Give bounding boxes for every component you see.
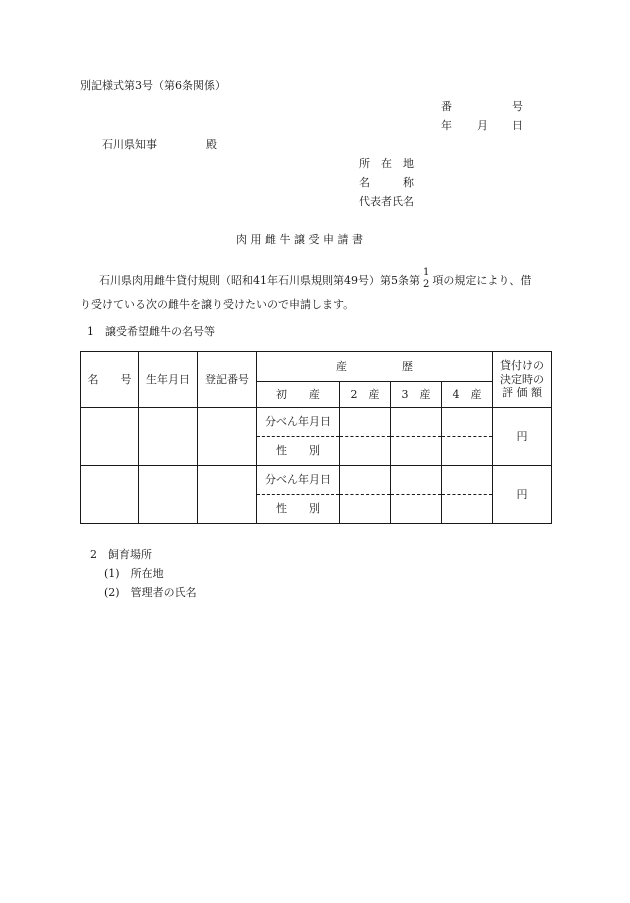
fraction-denominator: 2 [423,279,430,290]
cell-third-sex[interactable] [442,437,493,466]
addressee-name: 石川県知事 [102,138,157,151]
subheader-third: 3 産 [391,382,442,408]
cell-second-sex[interactable] [391,495,442,524]
row-label-sex: 性 別 [257,495,340,524]
cell-first-sex[interactable] [340,437,391,466]
applicant-address-label: 所 在 地 [359,157,414,170]
number-go: 号 [512,100,523,113]
cell-registration[interactable] [198,408,257,466]
section1-heading: 1 譲受希望雌牛の名号等 [87,325,215,338]
cell-second-sex[interactable] [391,437,442,466]
cell-second-calving-date[interactable] [391,466,442,495]
cell-second-calving-date[interactable] [391,408,442,437]
section2-item-address: (1) 所在地 [104,567,164,580]
body-text-line2: り受けている次の雌牛を譲り受けたいので申請します。 [80,298,355,311]
header-name: 名 号 [81,352,139,408]
row-label-calving-date: 分べん年月日 [257,408,340,437]
addressee-honorific: 殿 [206,138,217,151]
body-part2: 項の規定により、借 [432,274,532,287]
cell-birthdate[interactable] [139,408,198,466]
header-valuation-line2: 決定時の [500,372,544,386]
applicant-rep-label: 代表者氏名 [359,195,414,208]
cell-name[interactable] [81,408,139,466]
cell-name[interactable] [81,466,139,524]
cell-third-calving-date[interactable] [442,408,493,437]
cell-first-calving-date[interactable] [340,408,391,437]
header-registration: 登記番号 [198,352,257,408]
cell-registration[interactable] [198,466,257,524]
date-year: 年 [441,119,452,132]
cell-valuation[interactable]: 円 [493,408,552,466]
date-month: 月 [477,119,488,132]
date-day: 日 [512,119,523,132]
body-part1: 石川県肉用雌牛貸付規則（昭和41年石川県規則第49号）第5条第 [99,274,420,287]
row-label-sex: 性 別 [257,437,340,466]
cell-third-calving-date[interactable] [442,466,493,495]
cell-birthdate[interactable] [139,466,198,524]
section2-item-manager: (2) 管理者の氏名 [104,586,197,599]
subheader-first: 初 産 [257,382,340,408]
cell-first-calving-date[interactable] [340,466,391,495]
cell-valuation[interactable]: 円 [493,466,552,524]
subheader-fourth: 4 産 [442,382,493,408]
fraction [423,268,429,290]
document-title: 肉 用 雌 牛 譲 受 申 請 書 [236,233,363,246]
body-text-line1 [99,267,532,292]
cattle-register-table [80,351,552,524]
cell-third-sex[interactable] [442,495,493,524]
table-header-row [81,352,552,382]
header-calving-history: 産 歴 [257,352,493,382]
table-row [81,466,552,495]
table-row [81,408,552,437]
applicant-name-label: 名 称 [359,176,414,189]
header-valuation-line3: 評 価 額 [502,386,542,400]
header-valuation [493,352,552,408]
form-id: 別記様式第3号（第6条関係） [80,79,226,92]
section2-heading: 2 飼育場所 [90,548,152,561]
cell-first-sex[interactable] [340,495,391,524]
header-birthdate: 生年月日 [139,352,198,408]
number-ban: 番 [441,100,452,113]
row-label-calving-date: 分べん年月日 [257,466,340,495]
header-valuation-line1: 貸付けの [500,358,544,372]
fraction-numerator: 1 [423,267,430,278]
subheader-second: 2 産 [340,382,391,408]
